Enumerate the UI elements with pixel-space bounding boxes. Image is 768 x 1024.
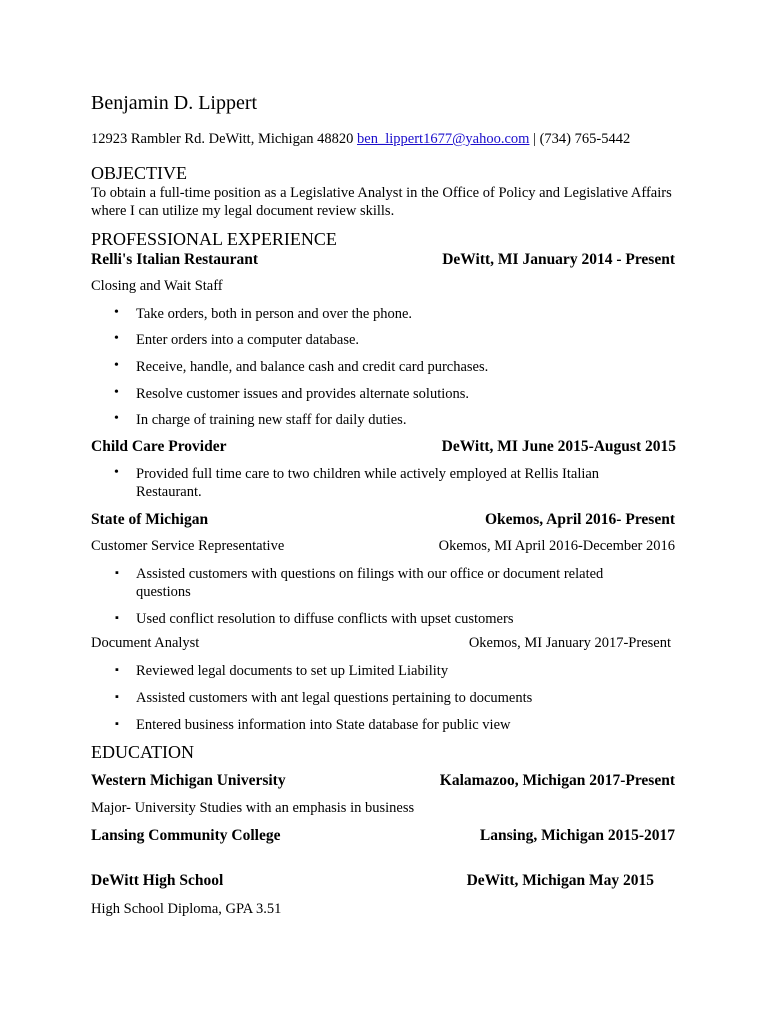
job1-bullet: Enter orders into a computer database. <box>136 332 360 348</box>
education-heading: EDUCATION <box>91 742 194 762</box>
school1-detail: Major- University Studies with an emphasis in business <box>91 800 415 816</box>
school3-location-dates: DeWitt, Michigan May 2015 <box>466 872 654 889</box>
role1-bullet: Assisted customers with questions on filings with our office or document related questions <box>136 566 604 600</box>
bullet-icon: • <box>114 305 119 320</box>
role2-bullet: Reviewed legal documents to set up Limited Liability <box>136 663 449 679</box>
square-bullet-icon: ▪ <box>115 718 119 730</box>
job2-location-dates: DeWitt, MI June 2015-August 2015 <box>441 438 676 455</box>
role2-bullet: Entered business information into State database for public view <box>136 717 511 733</box>
square-bullet-icon: ▪ <box>115 691 119 703</box>
school3-detail: High School Diploma, GPA 3.51 <box>91 901 282 917</box>
address-text: 12923 Rambler Rd. DeWitt, Michigan 48820 <box>91 131 358 147</box>
candidate-name: Benjamin D. Lippert <box>91 92 258 114</box>
objective-text: To obtain a full-time position as a Legislative Analyst in the Office of Policy and Legislative Affairs where I can utilize my legal document review skills. <box>91 185 672 219</box>
bullet-icon: • <box>114 358 119 373</box>
email-link[interactable]: ben_lippert1677@yahoo.com <box>357 131 530 147</box>
job3-location-dates: Okemos, April 2016- Present <box>484 511 675 528</box>
role2-title: Document Analyst <box>91 635 200 651</box>
contact-line <box>91 131 630 148</box>
bullet-icon: • <box>114 331 119 346</box>
job3-employer: State of Michigan <box>91 511 209 528</box>
job1-bullet: Take orders, both in person and over the phone. <box>136 306 413 322</box>
square-bullet-icon: ▪ <box>115 664 119 676</box>
school3-name: DeWitt High School <box>91 872 224 889</box>
job1-bullet: In charge of training new staff for daily duties. <box>136 412 407 428</box>
role2-location-dates: Okemos, MI January 2017-Present <box>468 635 671 651</box>
job1-location-dates: DeWitt, MI January 2014 - Present <box>442 251 675 268</box>
role2-bullet: Assisted customers with ant legal questions pertaining to documents <box>136 690 533 706</box>
school1-location-dates: Kalamazoo, Michigan 2017-Present <box>439 772 675 789</box>
school2-name: Lansing Community College <box>91 827 281 844</box>
bullet-icon: • <box>114 411 119 426</box>
bullet-icon: • <box>114 465 119 480</box>
school2-location-dates: Lansing, Michigan 2015-2017 <box>479 827 675 844</box>
square-bullet-icon: ▪ <box>115 612 119 624</box>
role1-location-dates: Okemos, MI April 2016-December 2016 <box>438 538 675 554</box>
job1-bullet: Resolve customer issues and provides alternate solutions. <box>136 386 470 402</box>
job1-bullet: Receive, handle, and balance cash and credit card purchases. <box>136 359 489 375</box>
phone-text: | (734) 765-5442 <box>529 131 631 147</box>
bullet-icon: • <box>114 385 119 400</box>
objective-heading: OBJECTIVE <box>91 163 187 183</box>
job1-title: Closing and Wait Staff <box>91 278 223 294</box>
job2-bullet: Provided full time care to two children while actively employed at Rellis Italian Restaurant. <box>136 466 600 500</box>
experience-heading: PROFESSIONAL EXPERIENCE <box>91 229 337 249</box>
job2-employer: Child Care Provider <box>91 438 227 455</box>
square-bullet-icon: ▪ <box>115 567 119 579</box>
role1-bullet: Used conflict resolution to diffuse conflicts with upset customers <box>136 611 514 627</box>
school1-name: Western Michigan University <box>91 772 286 789</box>
job1-employer: Relli's Italian Restaurant <box>91 251 259 268</box>
role1-title: Customer Service Representative <box>91 538 285 554</box>
